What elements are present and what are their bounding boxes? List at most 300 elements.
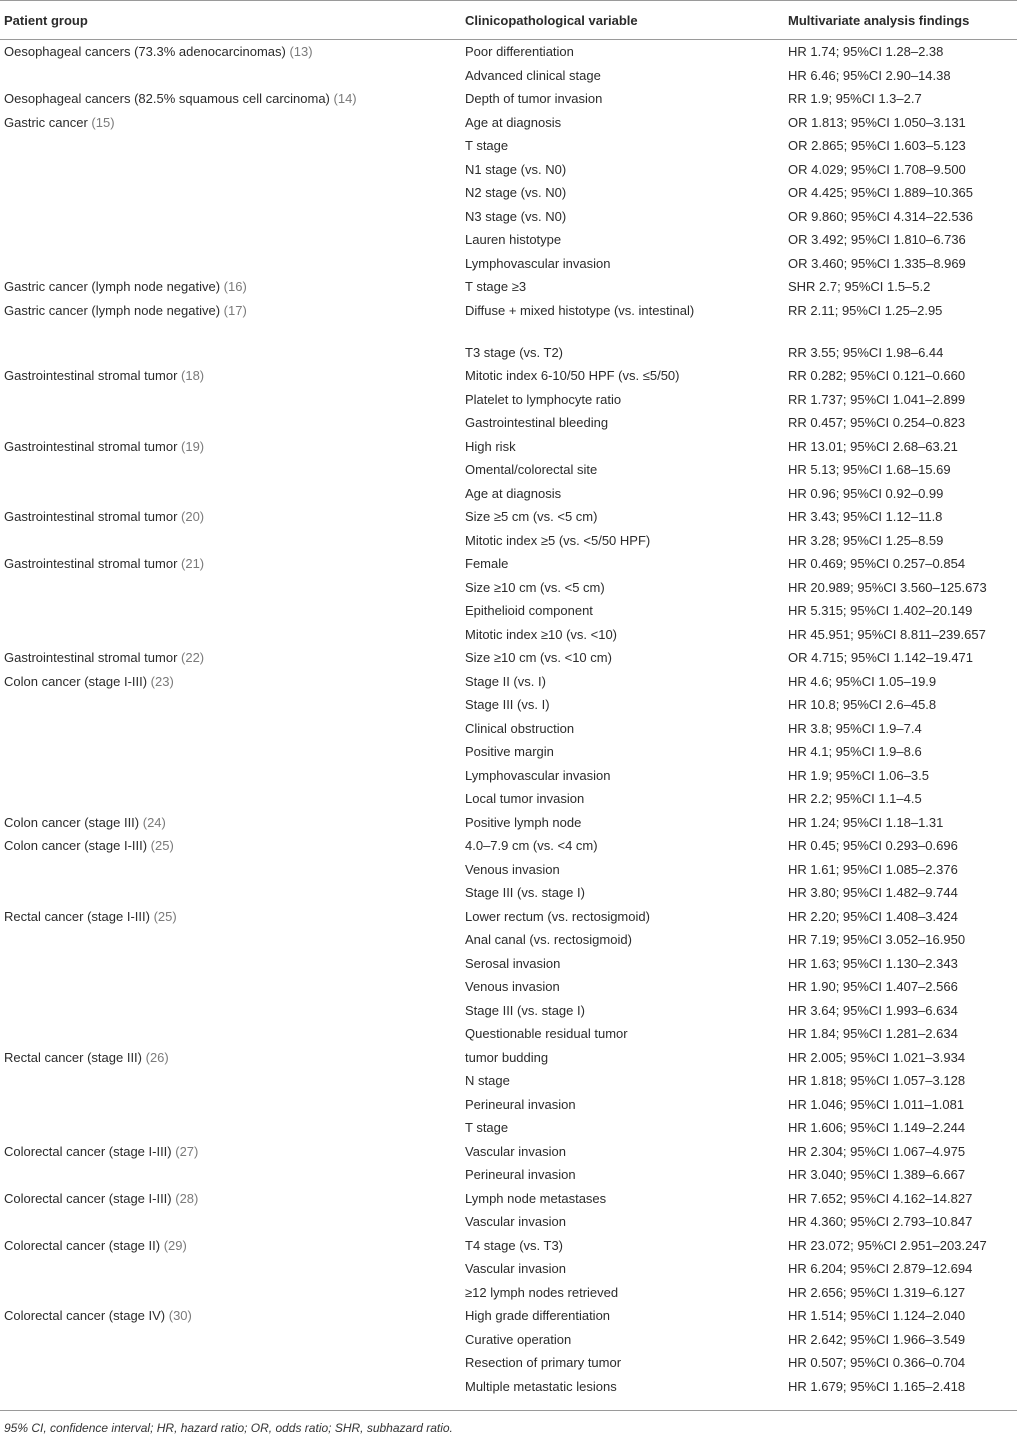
variable-cell [454, 552, 778, 576]
patient-group-cell [0, 623, 454, 647]
variable-text: High risk [465, 438, 516, 454]
finding-text: RR 1.9; 95%CI 1.3–2.7 [788, 91, 922, 106]
finding-cell [778, 1375, 1017, 1399]
variable-cell [454, 576, 778, 600]
finding-cell [778, 858, 1017, 882]
finding-text: HR 1.63; 95%CI 1.130–2.343 [788, 955, 958, 971]
variable-text: tumor budding [465, 1049, 549, 1065]
table-row [0, 364, 1017, 388]
finding-cell [778, 205, 1017, 229]
table-row [0, 740, 1017, 764]
table-row [0, 1210, 1017, 1234]
finding-text: HR 10.8; 95%CI 2.6–45.8 [788, 697, 937, 712]
finding-cell [778, 388, 1017, 412]
variable-text: Age at diagnosis [465, 485, 562, 501]
patient-group-cell [0, 576, 454, 600]
patient-group-cell [0, 341, 454, 365]
patient-group-cell [0, 1069, 454, 1093]
table-row [0, 181, 1017, 205]
patient-group-cell [0, 928, 454, 952]
variable-cell [454, 40, 778, 64]
patient-group-cell [0, 87, 454, 111]
table-row [0, 858, 1017, 882]
patient-group-cell [0, 693, 454, 717]
patient-group-cell [0, 717, 454, 741]
table-row [0, 388, 1017, 412]
variable-cell [454, 1093, 778, 1117]
variable-cell [454, 1187, 778, 1211]
variable-cell [454, 1281, 778, 1305]
table-row [0, 811, 1017, 835]
finding-text: OR 4.425; 95%CI 1.889–10.365 [788, 185, 974, 200]
patient-group-text: Colorectal cancer (stage II) [4, 1237, 164, 1253]
variable-text: Positive lymph node [465, 814, 582, 830]
table-row [0, 1351, 1017, 1375]
finding-cell [778, 40, 1017, 64]
finding-cell [778, 111, 1017, 135]
variable-cell [454, 482, 778, 506]
variable-text: Advanced clinical stage [465, 67, 601, 83]
table-row [0, 40, 1017, 64]
table-row [0, 881, 1017, 905]
finding-text: HR 5.13; 95%CI 1.68–15.69 [788, 462, 951, 477]
variable-text: Epithelioid component [465, 603, 593, 618]
patient-group-cell [0, 228, 454, 252]
table-footnote: 95% CI, confidence interval; HR, hazard ratio; OR, odds ratio; SHR, subhazard ratio. [4, 1421, 453, 1435]
finding-text: HR 1.679; 95%CI 1.165–2.418 [788, 1378, 966, 1394]
variable-text: Platelet to lymphocyte ratio [465, 391, 622, 407]
variable-cell [454, 505, 778, 529]
variable-cell [454, 64, 778, 88]
variable-text: T4 stage (vs. T3) [465, 1237, 564, 1253]
variable-text: Perineural invasion [465, 1096, 576, 1112]
finding-cell [778, 1116, 1017, 1140]
patient-group-text: Colon cancer (stage I-III) [4, 838, 151, 853]
table-row [0, 435, 1017, 459]
reference-link[interactable]: (18) [181, 368, 205, 383]
variable-cell [454, 905, 778, 929]
variable-cell [454, 275, 778, 299]
variable-text: Resection of primary tumor [465, 1355, 622, 1370]
finding-text: OR 3.460; 95%CI 1.335–8.969 [788, 255, 966, 271]
patient-group-cell [0, 158, 454, 182]
table-row [0, 646, 1017, 670]
variable-text: Perineural invasion [465, 1167, 576, 1182]
variable-cell [454, 529, 778, 553]
finding-text: HR 0.45; 95%CI 0.293–0.696 [788, 838, 958, 853]
table-bottom-rule [0, 1410, 1017, 1411]
patient-group-cell [0, 905, 454, 929]
table-row [0, 623, 1017, 647]
finding-cell [778, 1163, 1017, 1187]
table-row [0, 1257, 1017, 1281]
patient-group-cell [0, 411, 454, 435]
table-row [0, 529, 1017, 553]
finding-text: OR 9.860; 95%CI 4.314–22.536 [788, 208, 974, 224]
table-row [0, 275, 1017, 299]
reference-link[interactable]: (29) [163, 1237, 187, 1253]
variable-text: Lymphovascular invasion [465, 255, 611, 271]
finding-text: OR 2.865; 95%CI 1.603–5.123 [788, 138, 966, 153]
patient-group-cell [0, 811, 454, 835]
variable-text: Serosal invasion [465, 955, 561, 971]
variable-text: Positive margin [465, 744, 554, 759]
variable-text: Female [465, 556, 509, 571]
variable-text: N stage [465, 1073, 510, 1088]
finding-cell [778, 811, 1017, 835]
finding-cell [778, 1140, 1017, 1164]
patient-group-cell [0, 252, 454, 276]
patient-group-cell [0, 1375, 454, 1399]
variable-cell [454, 158, 778, 182]
patient-group-cell [0, 834, 454, 858]
patient-group-cell [0, 40, 454, 64]
reference-link[interactable]: (30) [168, 1308, 192, 1323]
finding-cell [778, 1187, 1017, 1211]
finding-cell [778, 341, 1017, 365]
patient-group-cell [0, 1281, 454, 1305]
finding-text: SHR 2.7; 95%CI 1.5–5.2 [788, 279, 931, 294]
finding-text: HR 1.514; 95%CI 1.124–2.040 [788, 1308, 966, 1323]
variable-cell [454, 717, 778, 741]
finding-text: HR 6.46; 95%CI 2.90–14.38 [788, 67, 951, 83]
reference-link[interactable]: (25) [150, 838, 174, 853]
finding-cell [778, 670, 1017, 694]
patient-group-cell [0, 364, 454, 388]
variable-text: Stage III (vs. stage I) [465, 885, 585, 900]
finding-cell [778, 646, 1017, 670]
variable-text: Gastrointestinal bleeding [465, 415, 609, 430]
finding-cell [778, 999, 1017, 1023]
finding-text: HR 3.040; 95%CI 1.389–6.667 [788, 1167, 966, 1182]
finding-cell [778, 411, 1017, 435]
variable-text: Size ≥10 cm (vs. <10 cm) [465, 650, 612, 665]
finding-text: HR 4.6; 95%CI 1.05–19.9 [788, 673, 937, 689]
finding-cell [778, 482, 1017, 506]
reference-link[interactable]: (24) [142, 814, 166, 830]
table-row [0, 1069, 1017, 1093]
finding-cell [778, 952, 1017, 976]
table-body [0, 40, 1017, 1399]
variable-cell [454, 952, 778, 976]
patient-group-text: Gastrointestinal stromal tumor [4, 368, 182, 383]
variable-cell [454, 787, 778, 811]
table-row [0, 1328, 1017, 1352]
variable-cell [454, 1257, 778, 1281]
variable-cell [454, 1116, 778, 1140]
finding-cell [778, 576, 1017, 600]
finding-text: HR 1.9; 95%CI 1.06–3.5 [788, 767, 929, 783]
reference-link[interactable]: (19) [181, 438, 205, 454]
table-row [0, 928, 1017, 952]
table-row [0, 134, 1017, 158]
reference-link[interactable]: (25) [153, 908, 177, 924]
variable-text: T stage [465, 138, 509, 153]
patient-group-cell [0, 529, 454, 553]
patient-group-cell [0, 435, 454, 459]
reference-link[interactable]: (17) [223, 302, 247, 318]
finding-text: RR 0.282; 95%CI 0.121–0.660 [788, 368, 966, 383]
table-row [0, 1140, 1017, 1164]
finding-cell [778, 905, 1017, 929]
finding-text: OR 4.715; 95%CI 1.142–19.471 [788, 650, 974, 665]
finding-cell [778, 364, 1017, 388]
variable-cell [454, 1375, 778, 1399]
variable-cell [454, 1163, 778, 1187]
finding-cell [778, 181, 1017, 205]
reference-link[interactable]: (27) [175, 1143, 199, 1159]
finding-cell [778, 252, 1017, 276]
patient-group-cell [0, 505, 454, 529]
reference-link[interactable]: (20) [181, 509, 205, 524]
finding-text: HR 13.01; 95%CI 2.68–63.21 [788, 438, 958, 454]
header-multivariate-findings: Multivariate analysis findings [778, 1, 1017, 40]
finding-text: HR 1.90; 95%CI 1.407–2.566 [788, 979, 958, 994]
variable-cell [454, 388, 778, 412]
finding-cell [778, 435, 1017, 459]
table-row [0, 111, 1017, 135]
table-row [0, 693, 1017, 717]
patient-group-cell [0, 881, 454, 905]
variable-text: High grade differentiation [465, 1308, 611, 1323]
variable-cell [454, 623, 778, 647]
table-row [0, 670, 1017, 694]
variable-cell [454, 599, 778, 623]
variable-cell [454, 764, 778, 788]
finding-cell [778, 64, 1017, 88]
variable-text: Stage II (vs. I) [465, 673, 546, 689]
variable-text: Poor differentiation [465, 44, 574, 59]
table-row [0, 252, 1017, 276]
finding-cell [778, 505, 1017, 529]
reference-link[interactable]: (13) [289, 44, 313, 59]
table-row [0, 1281, 1017, 1305]
table-row [0, 505, 1017, 529]
variable-text: Vascular invasion [465, 1143, 566, 1159]
reference-link[interactable]: (14) [333, 91, 357, 106]
table-row [0, 834, 1017, 858]
finding-cell [778, 975, 1017, 999]
variable-text: Vascular invasion [465, 1214, 566, 1229]
variable-text: Lymphovascular invasion [465, 767, 611, 783]
finding-cell [778, 228, 1017, 252]
variable-text: N1 stage (vs. N0) [465, 161, 567, 177]
patient-group-cell [0, 388, 454, 412]
patient-group-text: Colorectal cancer (stage IV) [4, 1308, 169, 1323]
finding-text: HR 20.989; 95%CI 3.560–125.673 [788, 579, 987, 595]
table-row [0, 1304, 1017, 1328]
variable-cell [454, 458, 778, 482]
patient-group-cell [0, 787, 454, 811]
patient-group-cell [0, 740, 454, 764]
patient-group-cell [0, 952, 454, 976]
variable-text: T stage [465, 1120, 509, 1135]
patient-group-cell [0, 1022, 454, 1046]
variable-cell [454, 928, 778, 952]
finding-cell [778, 1304, 1017, 1328]
finding-cell [778, 764, 1017, 788]
variable-cell [454, 205, 778, 229]
variable-text: Curative operation [465, 1331, 572, 1347]
finding-cell [778, 1257, 1017, 1281]
finding-text: HR 2.005; 95%CI 1.021–3.934 [788, 1049, 966, 1065]
patient-group-cell [0, 1328, 454, 1352]
finding-cell [778, 299, 1017, 341]
variable-text: Anal canal (vs. rectosigmoid) [465, 932, 632, 947]
reference-link[interactable]: (21) [181, 556, 205, 571]
table-row [0, 341, 1017, 365]
patient-group-text: Gastrointestinal stromal tumor [4, 438, 182, 454]
patient-group-text: Oesophageal cancers (73.3% adenocarcinomas) [4, 44, 290, 59]
finding-text: HR 2.2; 95%CI 1.1–4.5 [788, 791, 922, 806]
variable-text: ≥12 lymph nodes retrieved [465, 1284, 619, 1300]
patient-group-cell [0, 1140, 454, 1164]
patient-group-text: Gastrointestinal stromal tumor [4, 650, 182, 665]
table-row [0, 411, 1017, 435]
variable-cell [454, 834, 778, 858]
patient-group-cell [0, 599, 454, 623]
patient-group-cell [0, 858, 454, 882]
finding-text: HR 6.204; 95%CI 2.879–12.694 [788, 1261, 973, 1276]
patient-group-cell [0, 999, 454, 1023]
table-row [0, 87, 1017, 111]
patient-group-text: Colorectal cancer (stage I-III) [4, 1190, 176, 1206]
patient-group-cell [0, 299, 454, 341]
variable-text: Size ≥10 cm (vs. <5 cm) [465, 579, 605, 595]
finding-text: HR 1.24; 95%CI 1.18–1.31 [788, 814, 944, 830]
finding-text: HR 5.315; 95%CI 1.402–20.149 [788, 603, 973, 618]
finding-cell [778, 1022, 1017, 1046]
header-row [0, 1, 1017, 40]
table-row [0, 717, 1017, 741]
table-row [0, 158, 1017, 182]
variable-cell [454, 1234, 778, 1258]
finding-text: HR 7.652; 95%CI 4.162–14.827 [788, 1190, 973, 1206]
finding-text: HR 4.1; 95%CI 1.9–8.6 [788, 744, 922, 759]
reference-link[interactable]: (26) [145, 1049, 169, 1065]
finding-text: RR 0.457; 95%CI 0.254–0.823 [788, 415, 966, 430]
reference-link[interactable]: (28) [175, 1190, 199, 1206]
variable-cell [454, 435, 778, 459]
variable-text: Stage III (vs. stage I) [465, 1002, 585, 1018]
variable-text: Lymph node metastases [465, 1190, 607, 1206]
variable-cell [454, 740, 778, 764]
table-row [0, 576, 1017, 600]
finding-cell [778, 599, 1017, 623]
patient-group-cell [0, 1093, 454, 1117]
patient-group-cell [0, 552, 454, 576]
table-row [0, 64, 1017, 88]
patient-group-cell [0, 1351, 454, 1375]
patient-group-text: Oesophageal cancers (82.5% squamous cell carcinoma) [4, 91, 334, 106]
table-row [0, 1163, 1017, 1187]
variable-text: Lower rectum (vs. rectosigmoid) [465, 908, 650, 924]
variable-cell [454, 252, 778, 276]
variable-cell [454, 87, 778, 111]
finding-cell [778, 87, 1017, 111]
variable-cell [454, 1022, 778, 1046]
variable-text: T3 stage (vs. T2) [465, 344, 564, 360]
patient-group-cell [0, 646, 454, 670]
variable-text: Age at diagnosis [465, 114, 562, 130]
variable-text: Mitotic index ≥10 (vs. <10) [465, 626, 618, 642]
variable-cell [454, 299, 778, 341]
finding-cell [778, 834, 1017, 858]
table-header [0, 1, 1017, 40]
reference-link[interactable]: (15) [91, 114, 115, 130]
finding-cell [778, 928, 1017, 952]
finding-text: HR 0.469; 95%CI 0.257–0.854 [788, 556, 966, 571]
finding-cell [778, 1210, 1017, 1234]
variable-cell [454, 1046, 778, 1070]
finding-text: HR 1.84; 95%CI 1.281–2.634 [788, 1026, 958, 1041]
finding-text: HR 2.304; 95%CI 1.067–4.975 [788, 1143, 966, 1159]
variable-cell [454, 341, 778, 365]
patient-group-cell [0, 181, 454, 205]
finding-text: HR 3.28; 95%CI 1.25–8.59 [788, 532, 944, 548]
table-row [0, 482, 1017, 506]
patient-group-text: Gastric cancer (lymph node negative) [4, 302, 224, 318]
variable-cell [454, 1328, 778, 1352]
patient-group-cell [0, 1163, 454, 1187]
patient-group-text: Gastric cancer (lymph node negative) [4, 279, 224, 294]
variable-cell [454, 364, 778, 388]
table-row [0, 552, 1017, 576]
finding-text: HR 1.74; 95%CI 1.28–2.38 [788, 44, 944, 59]
finding-cell [778, 740, 1017, 764]
patient-group-cell [0, 975, 454, 999]
finding-text: HR 45.951; 95%CI 8.811–239.657 [788, 626, 986, 642]
variable-cell [454, 858, 778, 882]
finding-text: HR 0.96; 95%CI 0.92–0.99 [788, 485, 944, 501]
patient-group-text: Gastrointestinal stromal tumor [4, 556, 182, 571]
variable-cell [454, 181, 778, 205]
finding-text: HR 23.072; 95%CI 2.951–203.247 [788, 1237, 987, 1253]
variable-cell [454, 1351, 778, 1375]
finding-text: RR 2.11; 95%CI 1.25–2.95 [788, 302, 943, 318]
table-row [0, 1187, 1017, 1211]
table-row [0, 205, 1017, 229]
patient-group-cell [0, 482, 454, 506]
table-row [0, 1116, 1017, 1140]
variable-text: Venous invasion [465, 979, 560, 994]
table-row [0, 599, 1017, 623]
reference-link[interactable]: (16) [223, 279, 247, 294]
variable-cell [454, 1140, 778, 1164]
variable-cell [454, 670, 778, 694]
reference-link[interactable]: (22) [181, 650, 205, 665]
finding-cell [778, 529, 1017, 553]
patient-group-text: Colon cancer (stage III) [4, 814, 143, 830]
patient-group-cell [0, 1116, 454, 1140]
patient-group-cell [0, 1187, 454, 1211]
variable-text: T stage ≥3 [465, 279, 527, 294]
variable-cell [454, 1210, 778, 1234]
variable-cell [454, 111, 778, 135]
finding-cell [778, 1093, 1017, 1117]
table-row [0, 999, 1017, 1023]
reference-link[interactable]: (23) [150, 673, 174, 689]
patient-group-text: Rectal cancer (stage I-III) [4, 908, 154, 924]
header-clinicopathological-variable: Clinicopathological variable [454, 1, 778, 40]
variable-text: N3 stage (vs. N0) [465, 208, 567, 224]
finding-cell [778, 881, 1017, 905]
patient-group-cell [0, 1210, 454, 1234]
variable-cell [454, 228, 778, 252]
patient-group-cell [0, 275, 454, 299]
patient-group-cell [0, 111, 454, 135]
finding-cell [778, 693, 1017, 717]
